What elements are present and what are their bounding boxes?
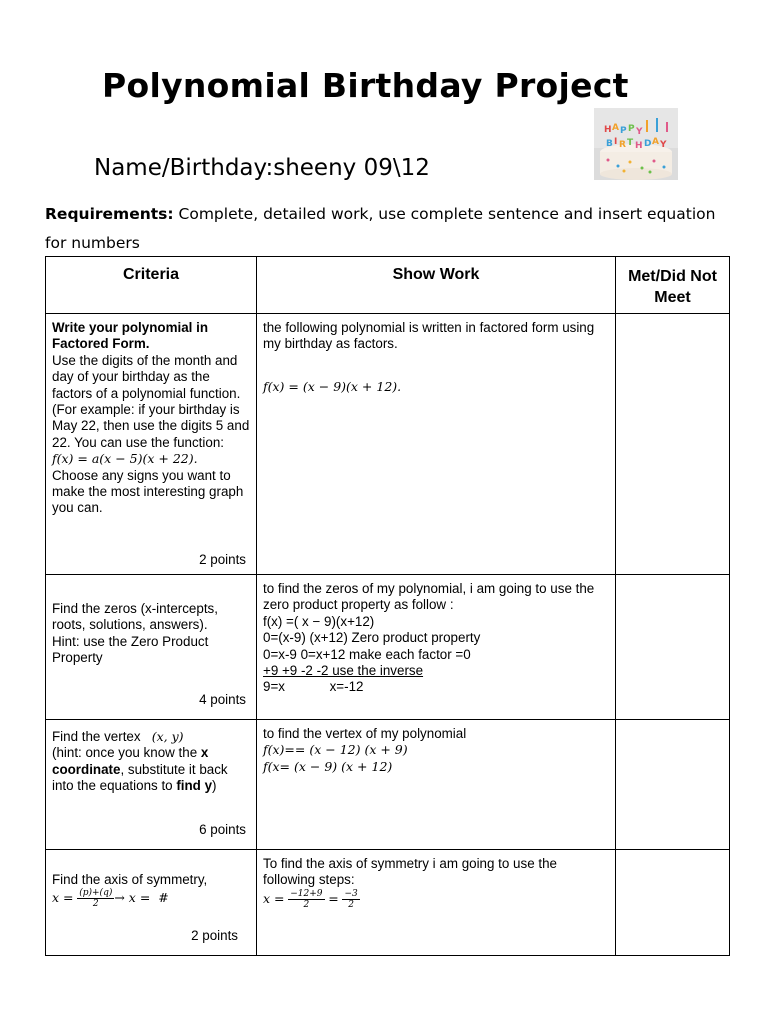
points-label: 2 points	[199, 551, 246, 567]
header-met: Met/Did Not Meet	[616, 257, 730, 314]
criteria-formula-rhs: → x = #	[114, 890, 169, 906]
table-row	[46, 720, 730, 850]
requirements-text: Complete, detailed work, use complete sentence and insert equation for numbers	[45, 205, 716, 252]
work-line: +9 +9 -2 -2 use the inverse	[263, 663, 424, 679]
svg-text:P: P	[620, 126, 627, 136]
name-birthday: Name/Birthday:sheeny 09\12	[94, 155, 430, 181]
criteria-formula: f(x) = a(x − 5)(x + 22).	[52, 451, 198, 467]
header-show-work: Show Work	[257, 257, 616, 314]
criteria-text-2: Choose any signs you want to make the most interesting graph you can.	[52, 467, 244, 516]
criteria-hint: (hint: once you know the	[52, 745, 201, 761]
table-row	[46, 314, 730, 575]
work-formula-lhs: x =	[263, 890, 285, 906]
cake-illustration	[594, 108, 678, 180]
criteria-cell	[46, 720, 257, 850]
work-line: 9=x x=-12	[263, 679, 364, 695]
criteria-cell	[46, 575, 257, 720]
work-cell	[257, 575, 616, 720]
svg-text:H: H	[604, 125, 612, 135]
criteria-hint: , substitute it back into the equations to	[52, 761, 228, 794]
work-line: 0=x-9 0=x+12 make each factor =0	[263, 646, 471, 662]
points-label: 6 points	[199, 821, 246, 837]
work-text: To find the axis of symmetry i am going to use the following steps:	[263, 856, 557, 888]
criteria-formula-lhs: x =	[52, 890, 74, 906]
work-line: to find the zeros of my polynomial, i am going to use the zero product property as follow :	[263, 581, 595, 613]
svg-text:P: P	[628, 124, 635, 134]
svg-text:T: T	[627, 138, 634, 148]
work-cell	[257, 850, 616, 956]
work-formula: f(x= (x − 9) (x + 12)	[263, 758, 393, 774]
page-title: Polynomial Birthday Project	[102, 66, 629, 105]
criteria-fraction: $\frac{(p)+(q)}{2}$	[79, 888, 113, 910]
svg-text:Y: Y	[636, 127, 643, 137]
criteria-cell	[46, 314, 257, 575]
rubric-table	[45, 256, 730, 956]
criteria-text: Use the digits of the month and day of your birthday as the factors of a polynomial function. (For example: if your birthday is May 22, then use the digits 5 and 22. You can use the function:	[52, 352, 250, 450]
table-row	[46, 850, 730, 956]
criteria-hint-bold: x coordinate	[52, 745, 209, 777]
criteria-cell	[46, 850, 257, 956]
criteria-vertex-math: (x, y)	[151, 729, 184, 744]
svg-text:B: B	[606, 139, 613, 149]
svg-text:I: I	[614, 137, 618, 147]
svg-text:H: H	[635, 141, 643, 151]
criteria-hint: Hint: use the Zero Product Property	[52, 633, 209, 666]
work-formula: f(x) = (x − 9)(x + 12).	[263, 379, 402, 395]
work-line: 0=(x-9) (x+12) Zero product property	[263, 630, 481, 646]
work-text: the following polynomial is written in factored form using my birthday as factors.	[263, 320, 595, 352]
criteria-text: Find the vertex	[52, 729, 141, 744]
requirements-label: Requirements:	[45, 205, 174, 223]
svg-text:Y: Y	[660, 140, 667, 150]
met-cell[interactable]	[616, 850, 730, 956]
work-text: to find the vertex of my polynomial	[263, 726, 467, 741]
criteria-hint-bold: find y	[176, 778, 213, 794]
work-cell	[257, 720, 616, 850]
met-cell[interactable]	[616, 314, 730, 575]
criteria-hint: )	[212, 778, 217, 794]
criteria-text: Find the zeros (x-intercepts, roots, solutions, answers).	[52, 601, 218, 633]
svg-text:D: D	[644, 139, 652, 149]
birthday-cake-image	[594, 108, 678, 180]
header-criteria: Criteria	[46, 257, 257, 314]
criteria-heading: Write your polynomial in Factored Form.	[52, 320, 208, 352]
work-line: f(x) =( x − 9)(x+12)	[263, 613, 375, 629]
svg-text:A: A	[652, 137, 659, 147]
table-row	[46, 575, 730, 720]
work-formula: f(x)== (x − 12) (x + 9)	[263, 742, 408, 758]
table-header-row	[46, 257, 730, 314]
work-equals: =	[328, 890, 339, 906]
met-cell[interactable]	[616, 720, 730, 850]
svg-text:A: A	[612, 123, 619, 133]
met-cell[interactable]	[616, 575, 730, 720]
points-label: 2 points	[191, 927, 238, 943]
points-label: 4 points	[199, 691, 246, 707]
work-fraction: $\frac{-12+9}{2}$	[290, 888, 323, 910]
criteria-text: Find the axis of symmetry,	[52, 872, 208, 887]
requirements	[45, 200, 725, 258]
work-fraction: $\frac{-3}{2}$	[344, 888, 358, 910]
svg-text:R: R	[619, 140, 626, 150]
work-cell	[257, 314, 616, 575]
